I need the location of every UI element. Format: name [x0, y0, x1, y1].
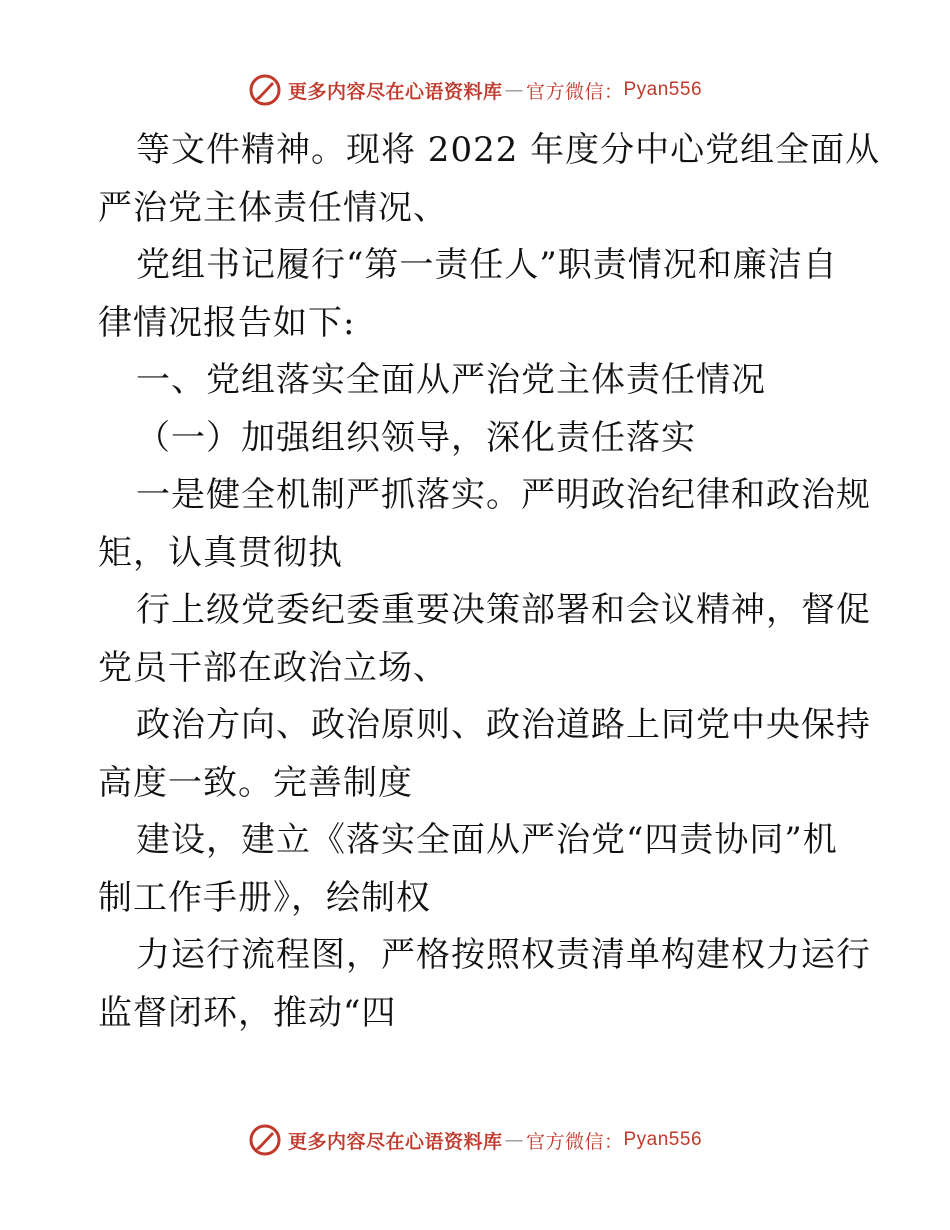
paragraph-line: 行上级党委纪委重要决策部署和会议精神，督促 — [136, 590, 871, 630]
paragraph-line: 律情况报告如下: — [98, 302, 356, 343]
watermark-wechat-id: Pyan556 — [623, 79, 703, 100]
feather-pen-logo-icon — [248, 1123, 282, 1157]
paragraph-line: 严治党主体责任情况、 — [98, 187, 448, 228]
watermark-wechat-id: Pyan556 — [623, 1129, 703, 1150]
paragraph-line: 一是健全机制严抓落实。严明政治纪律和政治规 — [136, 475, 871, 515]
section-heading: 一、党组落实全面从严治党主体责任情况 — [136, 360, 766, 400]
watermark-dash: — — [504, 79, 524, 101]
watermark-dash: — — [504, 1129, 524, 1151]
paragraph-line: 等文件精神。现将 2022 年度分中心党组全面从 — [136, 130, 881, 170]
document-body — [98, 122, 881, 1042]
paragraph-line: 党组书记履行“第一责任人”职责情况和廉洁自 — [136, 245, 838, 285]
paragraph-line: 政治方向、政治原则、政治道路上同党中央保持 — [136, 705, 871, 745]
paragraph-line: 高度一致。完善制度 — [98, 762, 413, 803]
watermark-official-label: 官方微信： — [525, 1130, 624, 1153]
paragraph-line: 制工作手册》，绘制权 — [98, 877, 431, 918]
feather-pen-logo-icon — [248, 73, 282, 107]
header-watermark — [0, 70, 950, 110]
watermark-text: 更多内容尽在心语资料库 — [287, 80, 503, 103]
paragraph-line: 力运行流程图，严格按照权责清单构建权力运行 — [136, 935, 871, 975]
subsection-heading: （一）加强组织领导，深化责任落实 — [136, 417, 696, 458]
watermark-text: 更多内容尽在心语资料库 — [287, 1130, 503, 1153]
paragraph-line: 党员干部在政治立场、 — [98, 647, 448, 688]
paragraph-line: 建设，建立《落实全面从严治党“四责协同”机 — [136, 820, 838, 860]
footer-watermark — [0, 1120, 950, 1160]
paragraph-line: 监督闭环，推动“四 — [98, 992, 397, 1033]
paragraph-line: 矩，认真贯彻执 — [98, 532, 343, 573]
watermark-official-label: 官方微信： — [525, 80, 624, 103]
